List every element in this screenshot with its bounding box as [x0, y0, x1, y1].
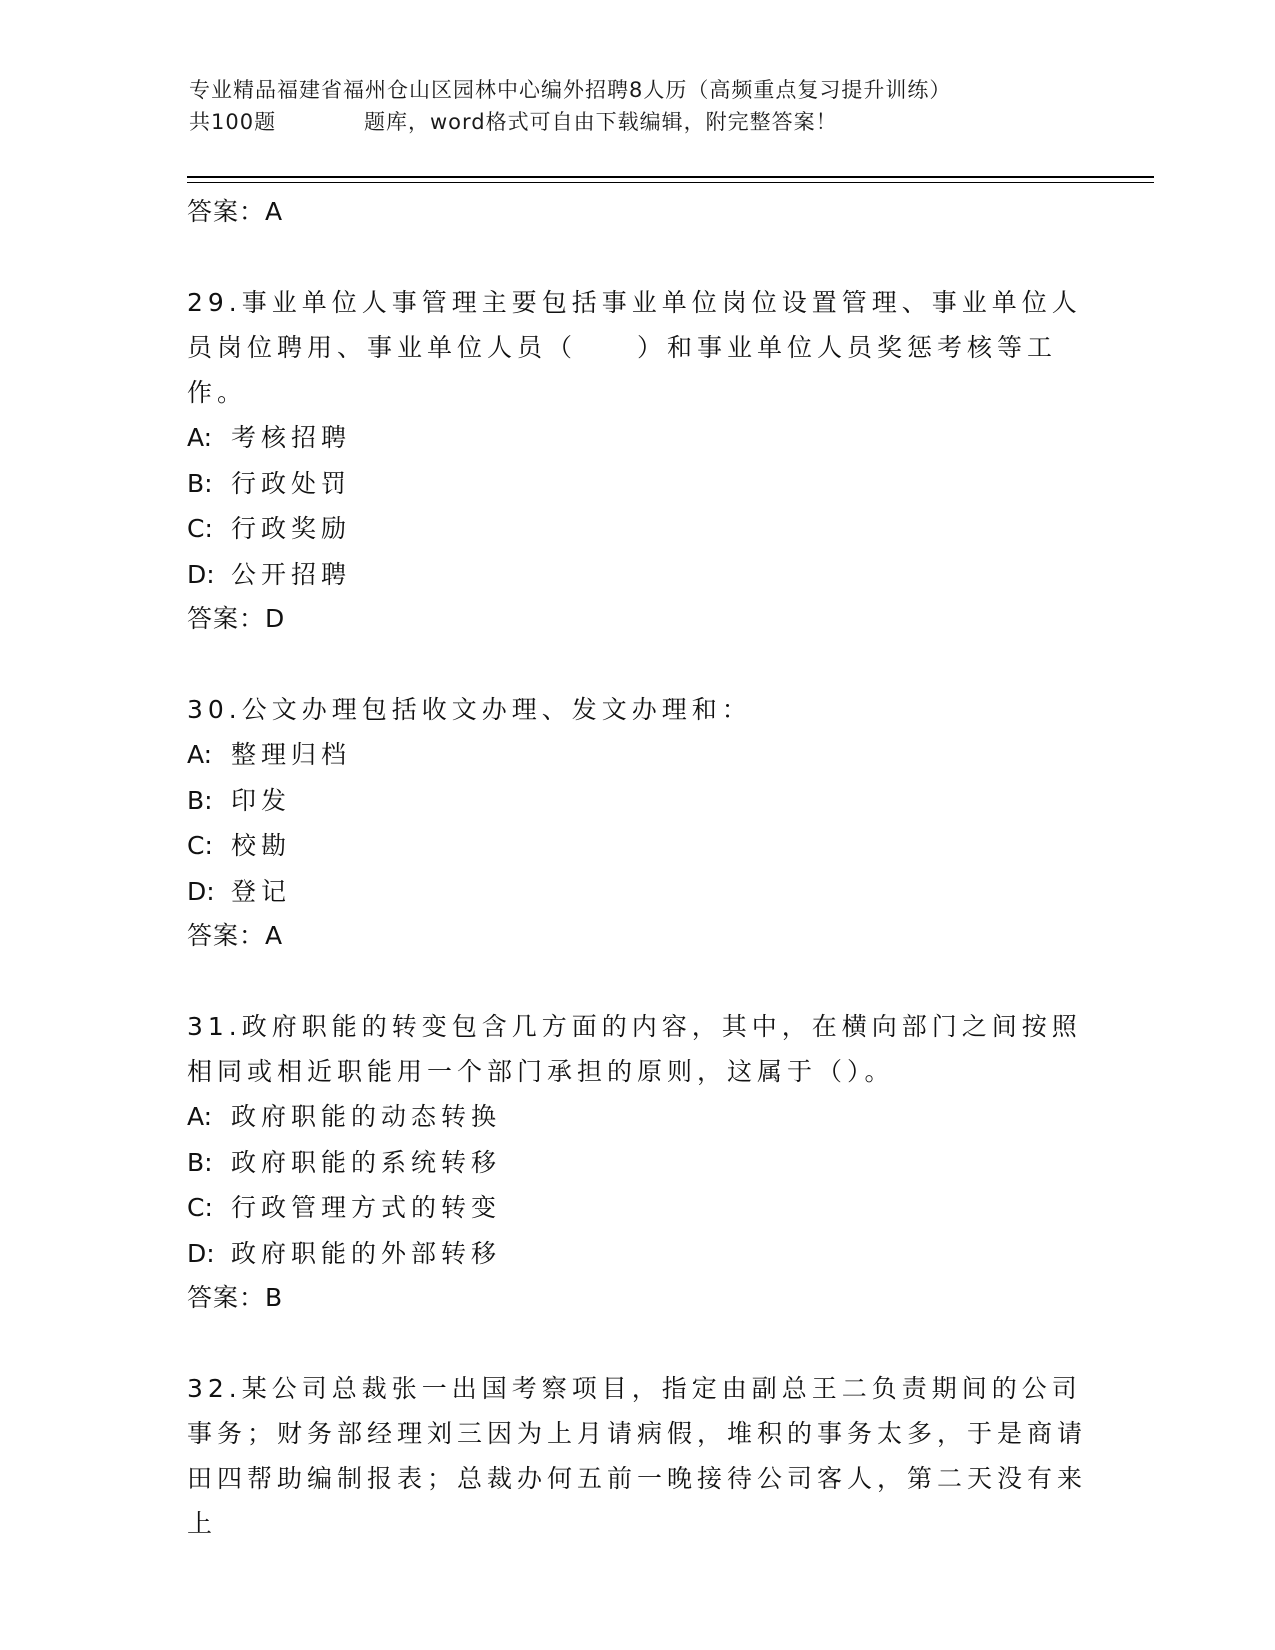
option-a: [187, 732, 1087, 778]
question-stem: 32.某公司总裁张一出国考察项目，指定由副总王二负责期间的公司事务；财务部经理刘三因为上月请病假，堆积的事务太多，于是商请田四帮助编制报表；总裁办何五前一晚接待公司客人，第二天没有来上: [187, 1374, 1088, 1538]
header-description: 题库，word格式可自由下载编辑，附完整答案！: [364, 110, 838, 134]
option-b: [187, 461, 1087, 507]
question-block: [187, 687, 1087, 958]
option-text: 公开招聘: [231, 559, 352, 589]
header-subtitle-line: [189, 106, 1089, 138]
option-letter: A:: [187, 423, 213, 452]
spacer: [187, 958, 1087, 1004]
option-b: [187, 778, 1087, 824]
answer-line: 答案：A: [187, 921, 284, 950]
question-list: [187, 190, 1087, 1546]
option-text: 登记: [231, 876, 292, 906]
header-title-line: 专业精品福建省福州仓山区园林中心编外招聘8人历（高频重点复习提升训练）: [189, 78, 952, 102]
header-question-count: 共100题: [189, 110, 277, 134]
option-a: [187, 415, 1087, 461]
question-stem: 30.公文办理包括收文办理、发文办理和：: [187, 695, 752, 724]
option-letter: B:: [187, 785, 213, 815]
option-text: 印发: [231, 785, 292, 815]
option-letter: A:: [187, 740, 213, 769]
option-d: [187, 869, 1087, 915]
option-letter: C:: [187, 1193, 213, 1222]
option-text: 政府职能的外部转移: [231, 1238, 502, 1268]
question-stem: 29.事业单位人事管理主要包括事业单位岗位设置管理、事业单位人员岗位聘用、事业单位人员（ ）和事业单位人员奖惩考核等工作。: [187, 288, 1082, 407]
spacer: [187, 234, 1087, 280]
answer-line: 答案：A: [187, 197, 284, 226]
spacer: [187, 1320, 1087, 1366]
question-stem: 31.政府职能的转变包含几方面的内容，其中，在横向部门之间按照相同或相近职能用一个部门承担的原则，这属于（）。: [187, 1012, 1082, 1086]
question-block: [187, 280, 1087, 641]
option-text: 整理归档: [231, 740, 352, 769]
answer-line: 答案：D: [187, 604, 286, 633]
option-a: [187, 1094, 1087, 1140]
option-text: 政府职能的动态转换: [231, 1102, 502, 1131]
header-divider-thick: [187, 176, 1154, 178]
option-b: [187, 1140, 1087, 1186]
spacer: [187, 641, 1087, 687]
question-block: [187, 1004, 1087, 1320]
option-letter: B:: [187, 468, 213, 498]
option-d: [187, 552, 1087, 598]
option-letter: C:: [187, 514, 213, 543]
option-text: 考核招聘: [231, 423, 352, 452]
answer-line: 答案：B: [187, 1283, 284, 1312]
option-c: [187, 506, 1087, 552]
option-letter: A:: [187, 1102, 213, 1131]
option-text: 行政奖励: [231, 514, 352, 543]
option-c: [187, 1185, 1087, 1231]
header-divider-thin: [187, 182, 1154, 183]
option-text: 行政管理方式的转变: [231, 1193, 502, 1222]
question-block: [187, 1366, 1087, 1546]
option-text: 政府职能的系统转移: [231, 1147, 502, 1177]
page-header: [189, 74, 1089, 138]
option-text: 行政处罚: [231, 468, 352, 498]
option-letter: D:: [187, 1238, 215, 1268]
option-letter: D:: [187, 876, 215, 906]
option-c: [187, 823, 1087, 869]
option-letter: D:: [187, 559, 215, 589]
option-d: [187, 1231, 1087, 1277]
option-letter: C:: [187, 831, 213, 860]
option-letter: B:: [187, 1147, 213, 1177]
option-text: 校勘: [231, 831, 292, 860]
